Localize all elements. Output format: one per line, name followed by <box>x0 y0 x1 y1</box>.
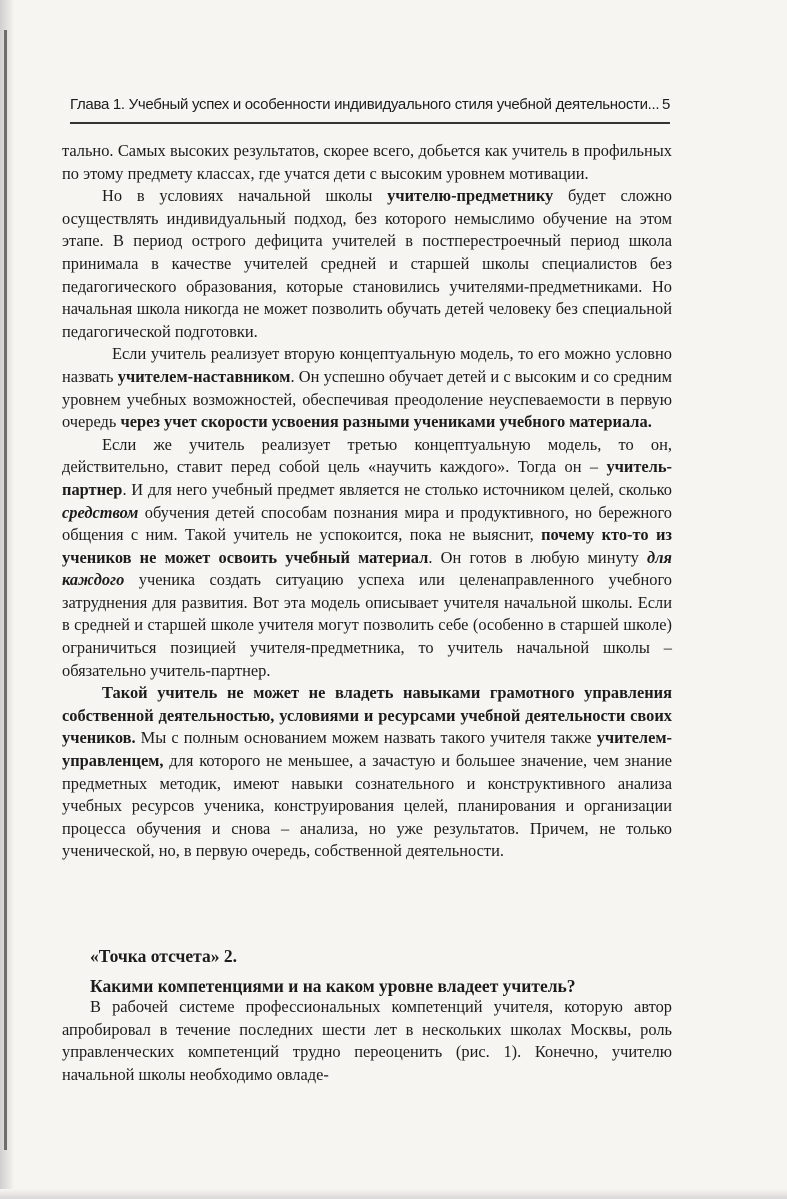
paragraph-2 <box>62 185 672 343</box>
bold-phrase: почему кто-то из учеников не может освоить учебный материал <box>62 525 672 567</box>
text-run: Если учитель реализует вторую концептуальную модель, то его можно условно назвать <box>62 344 672 386</box>
bold-phrase: Такой учитель не может не владеть навыками грамотного управления собственной деятельностью, условиями и ресурсами учебной деятельности своих учеников. <box>62 683 672 748</box>
paragraph-5 <box>62 682 672 863</box>
page-bottom-edge <box>0 1189 787 1199</box>
text-run: обучения детей способам познания мира и продуктивного, но бережного общения с ним. Такой учитель не успокоится, пока не выяснит, <box>62 502 672 545</box>
bold-term: учителю-предметнику <box>387 186 554 206</box>
text-run: . И для него учебный предмет является не столько источником целей, сколько <box>122 479 672 499</box>
text-run: Но в условиях начальной школы <box>102 186 388 206</box>
text-run: для которого не меньшее, а зачастую и большее значение, чем знание предметных методик, имеют навыки сознательного и конструктивного анализа учебных ресурсов ученика, конструирования целей, планирования и организации процесса обучения и снова – анализа, но уже результатов. Причем, не только ученической, но, в первую очередь, собственной деятельности. <box>62 751 672 861</box>
running-title: Глава 1. Учебный успех и особенности индивидуального стиля учебной деятельности... <box>70 96 660 113</box>
page-number: 5 <box>661 96 670 113</box>
section-heading-line-1: «Точка отсчета» 2. <box>90 946 237 966</box>
body-text-continued <box>62 996 672 1086</box>
paragraph-1-text: тально. Самых высоких результатов, скорее всего, добьется как учитель в профильных по этому предмету классах, где учатся дети с высоким уровнем мотивации. <box>62 141 672 183</box>
section-heading <box>90 941 670 1001</box>
paragraph-3 <box>62 343 672 433</box>
bold-term: учителем-наставником <box>117 366 291 386</box>
paragraph-6 <box>62 996 672 1086</box>
paragraph-1 <box>62 140 672 185</box>
bold-italic-term: для каждого <box>62 547 673 590</box>
text-run: . Он готов в любую минуту <box>428 547 648 567</box>
text-run: Если же учитель реализует третью концептуальную модель, то он, действительно, ставит перед собой цель «научить каждого». Тогда он – <box>62 434 672 477</box>
text-run: ученика создать ситуацию успеха или целенаправленного учебного затруднения для развития. Вот эта модель описывает учителя начальной школы. Если в средней и старшей школе учителя могут позволить себе (особенно в старшей школе) ограничиться позицией учителя-предметника, то учитель начальной школы – обязательно учитель-партнер. <box>62 570 672 680</box>
header-rule <box>70 122 670 124</box>
section-heading-line-2: Какими компетенциями и на каком уровне владеет учитель? <box>90 976 576 996</box>
body-text <box>62 140 672 863</box>
binding-edge <box>4 30 7 1150</box>
paragraph-4 <box>62 434 672 683</box>
bold-term: учителем-управленцем, <box>62 728 672 771</box>
text-run: Мы с полным основанием можем назвать такого учителя также <box>135 728 597 748</box>
text-run: . Он успешно обучает детей и с высоким и со средним уровнем учебных возможностей, обеспечивая преодоление неуспеваемости в первую очередь <box>62 366 672 432</box>
bold-phrase: через учет скорости усвоения разными учениками учебного материала. <box>120 412 652 432</box>
bold-italic-term: средством <box>62 502 139 522</box>
running-header <box>70 96 670 113</box>
text-run: будет сложно осуществлять индивидуальный подход, без которого немыслимо обучение на этом этапе. В период острого дефицита учителей в постперестроечный период школа принимала в качестве учителей средней и старшей школы специалистов без педагогического образования, которые становились учителями-предметниками. Но начальная школа никогда не может позволить обучать детей человеку без специальной педагогической подготовки. <box>62 186 673 341</box>
bold-term: учитель-партнер <box>62 457 672 499</box>
book-spine-shadow <box>0 0 14 1199</box>
paragraph-6-text: В рабочей системе профессиональных компетенций учителя, которую автор апробировал в течение последних шести лет в нескольких школах Москвы, роль управленческих компетенций трудно переоценить (рис. 1). Конечно, учителю начальной школы необходимо овладе- <box>62 997 672 1084</box>
